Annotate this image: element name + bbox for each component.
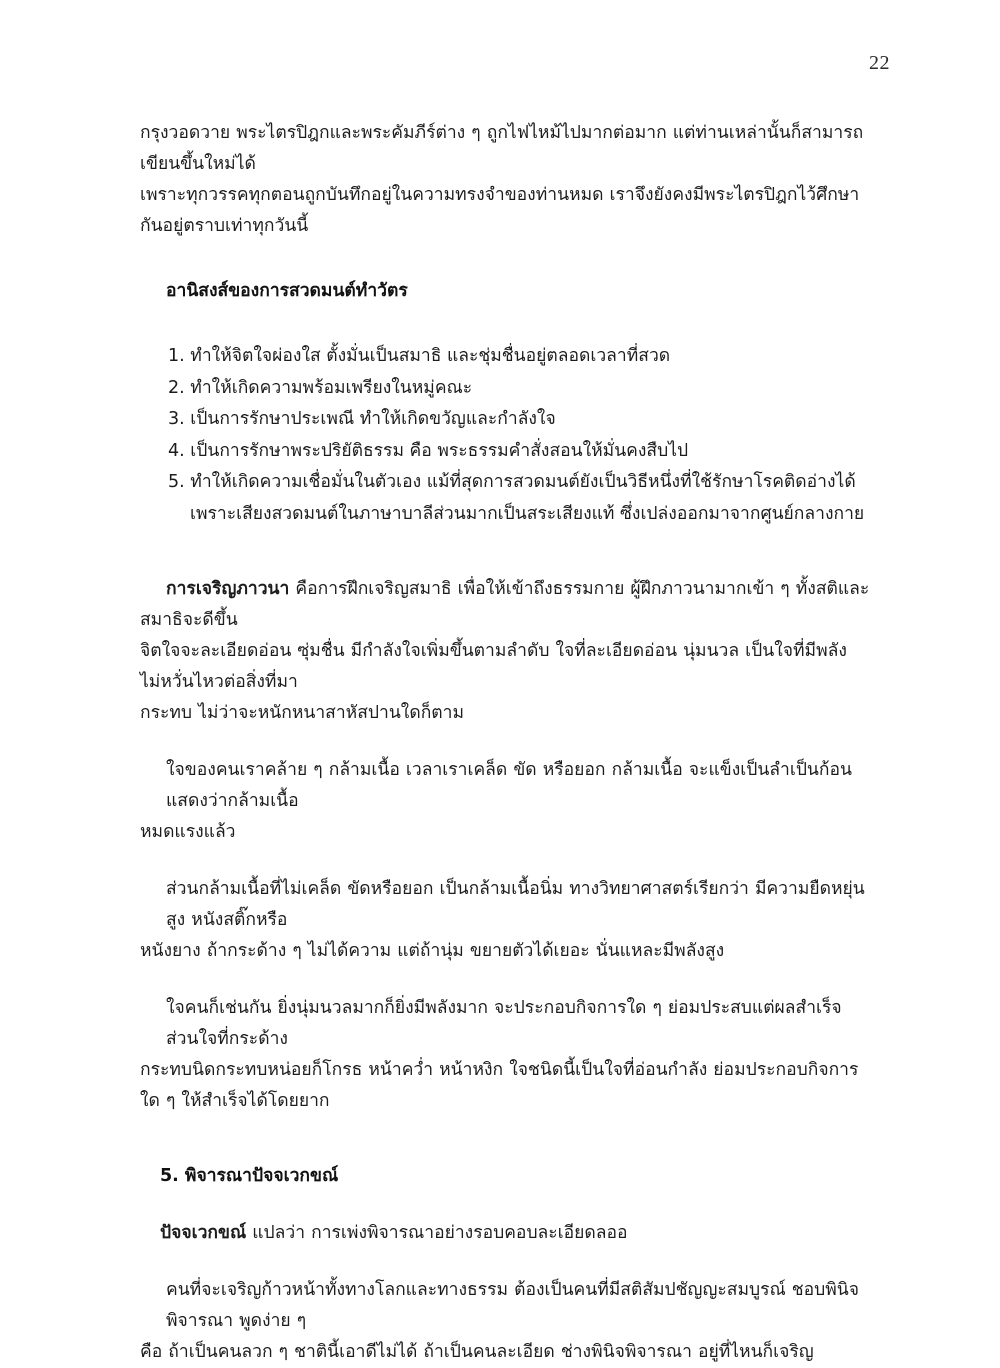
meditation-line-2: จิตใจจะละเอียดอ่อน ซุ่มชื่น มีกำลังใจเพิ่มขึ้นตามลำดับ ใจที่ละเอียดอ่อน นุ่มนวล เป็นใจที่มีพลัง ไม่หวั่นไหวต่อสิ่งที่มา	[140, 641, 847, 692]
list-item-text: เป็นการรักษาประเพณี ทำให้เกิดขวัญและกำลังใจ	[190, 409, 556, 429]
spacer	[140, 848, 870, 874]
spacer	[140, 729, 870, 755]
meditation-line-1	[140, 574, 870, 636]
closing-line-2: คือ ถ้าเป็นคนลวก ๆ ชาตินี้เอาดีไม่ได้ ถ้าเป็นคนละเอียด ช่างพินิจพิจารณา อยู่ที่ไหนก็เจริญ	[140, 1342, 814, 1362]
heart-line-1: ใจของคนเราคล้าย ๆ กล้ามเนื้อ เวลาเราเคล็ด ขัด หรือยอก กล้ามเนื้อ จะแข็งเป็นลำเป็นก้อน แสดงว่ากล้ามเนื้อ	[166, 760, 852, 811]
mind-line-1: ใจคนก็เช่นกัน ยิ่งนุ่มนวลมากก็ยิ่งมีพลังมาก จะประกอบกิจการใด ๆ ย่อมประสบแต่ผลสำเร็จ ส่วนใจที่กระด้าง	[166, 998, 842, 1049]
list-item	[168, 404, 870, 436]
list-item	[168, 341, 870, 373]
definition-text: แปลว่า การเพ่งพิจารณาอย่างรอบคอบละเอียดลออ	[246, 1223, 628, 1243]
spacer	[140, 1192, 870, 1218]
meditation-line-1-rest: คือการฝึกเจริญสมาธิ เพื่อให้เข้าถึงธรรมกาย ผู้ฝึกภาวนามากเข้า ๆ ทั้งสติและสมาธิจะดีขึ้น	[140, 579, 870, 630]
heart-line-2: หมดแรงแล้ว	[140, 822, 236, 842]
list-item-text: ทำให้เกิดความพร้อมเพรียงในหมู่คณะ	[190, 377, 473, 398]
spacer	[140, 307, 870, 341]
definition-paragraph	[140, 1218, 870, 1249]
list-item	[168, 467, 870, 530]
mind-paragraph	[140, 993, 870, 1117]
list-item-number: 3.	[168, 409, 185, 429]
list-item	[168, 436, 870, 468]
page-number: 22	[869, 52, 890, 74]
list-item-number: 2.	[168, 377, 185, 398]
meditation-lead-term: การเจริญภาวนา	[166, 579, 290, 599]
list-item-number: 5.	[168, 472, 185, 492]
list-item	[168, 373, 870, 405]
heading-benefits: อานิสงส์ของการสวดมนต์ทำวัตร	[166, 281, 408, 301]
list-item-number: 1.	[168, 346, 185, 366]
meditation-paragraph	[140, 574, 870, 729]
list-item-text: เป็นการรักษาพระปริยัติธรรม คือ พระธรรมคำสั่งสอนให้มั่นคงสืบไป	[190, 440, 689, 461]
page-content	[140, 118, 870, 1368]
spacer	[140, 1117, 870, 1161]
spacer	[140, 1249, 870, 1275]
intro-line-1: กรุงวอดวาย พระไตรปิฎกและพระคัมภีร์ต่าง ๆ ถูกไฟไหม้ไปมากต่อมาก แต่ท่านเหล่านั้นก็สามารถเขียนขึ้นใหม่ได้	[140, 123, 864, 174]
spacer	[140, 530, 870, 574]
intro-line-2: เพราะทุกวรรคทุกตอนถูกบันทึกอยู่ในความทรงจำของท่านหมด เราจึงยังคงมีพระไตรปิฎกไว้ศึกษากันอยู่ตราบเท่าทุกวันนี้	[140, 185, 860, 236]
spacer	[140, 242, 870, 276]
intro-paragraph	[140, 118, 870, 242]
closing-paragraph	[140, 1275, 870, 1368]
muscle-line-1: ส่วนกล้ามเนื้อที่ไม่เคล็ด ขัดหรือยอก เป็นกล้ามเนื้อนิ่ม ทางวิทยาศาสตร์เรียกว่า มีความยืดหยุ่นสูง หนังสติ๊กหรือ	[166, 879, 865, 930]
list-item-text: ทำให้จิตใจผ่องใส ตั้งมั่นเป็นสมาธิ และชุ่มชื่นอยู่ตลอดเวลาที่สวด	[190, 346, 671, 366]
muscle-line-2: หนังยาง ถ้ากระด้าง ๆ ไม่ได้ความ แต่ถ้านุ่ม ขยายตัวได้เยอะ นั่นแหละมีพลังสูง	[140, 941, 725, 961]
list-item-text-continued: เพราะเสียงสวดมนต์ในภาษาบาลีส่วนมากเป็นสระเสียงแท้ ซึ่งเปล่งออกมาจากศูนย์กลางกาย	[190, 503, 865, 524]
heading-section-5: 5. พิจารณาปัจจเวกขณ์	[160, 1166, 339, 1186]
mind-line-2: กระทบนิดกระทบหน่อยก็โกรธ หน้าคว่ำ หน้าหงิก ใจชนิดนี้เป็นใจที่อ่อนกำลัง ย่อมประกอบกิจการใด ๆ ให้สำเร็จได้โดยยาก	[140, 1060, 859, 1111]
closing-line-1: คนที่จะเจริญก้าวหน้าทั้งทางโลกและทางธรรม ต้องเป็นคนที่มีสติสัมปชัญญะสมบูรณ์ ชอบพินิจพิจารณา พูดง่าย ๆ	[166, 1280, 860, 1331]
definition-term: ปัจจเวกขณ์	[160, 1223, 247, 1243]
meditation-line-3: กระทบ ไม่ว่าจะหนักหนาสาหัสปานใดก็ตาม	[140, 703, 465, 723]
list-item-text: ทำให้เกิดความเชื่อมั่นในตัวเอง แม้ที่สุดการสวดมนต์ยังเป็นวิธีหนึ่งที่ใช้รักษาโรคติดอ่างได้	[190, 472, 856, 492]
heart-paragraph	[140, 755, 870, 848]
list-item-number: 4.	[168, 440, 185, 461]
muscle-paragraph	[140, 874, 870, 967]
benefits-list	[140, 341, 870, 530]
spacer	[140, 967, 870, 993]
